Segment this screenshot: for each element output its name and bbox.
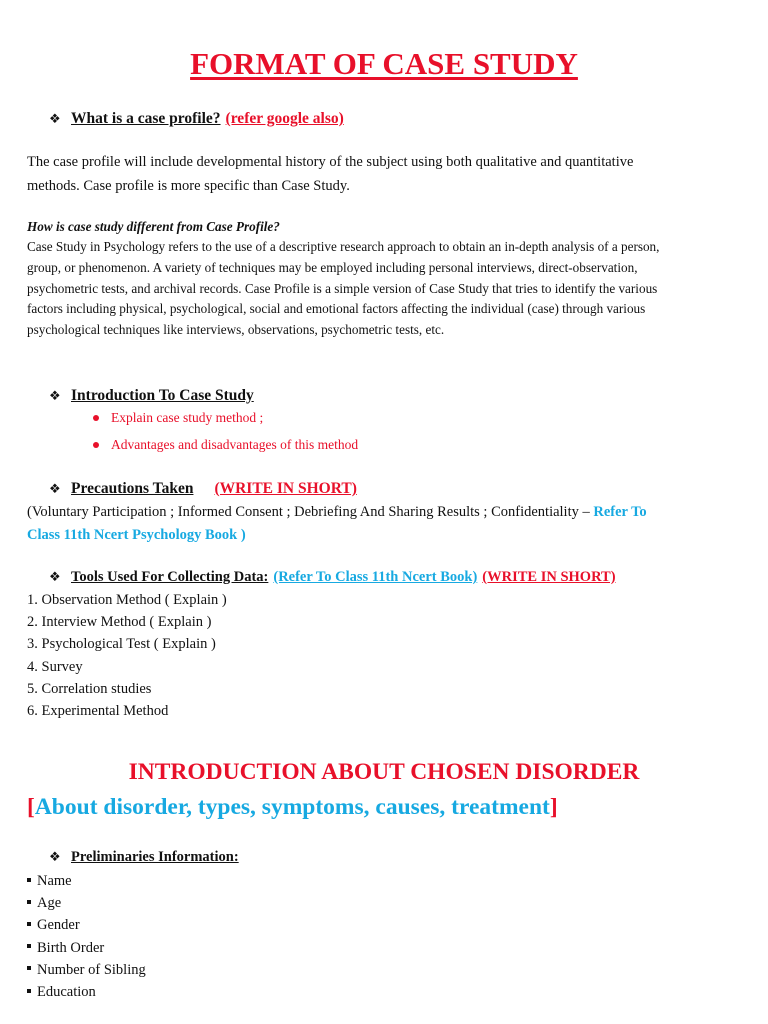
list-item: 4. Survey [27,658,83,675]
disorder-subheading: [About disorder, types, symptoms, causes, treatment] [27,794,558,820]
case-profile-heading-row [49,110,344,128]
list-item: 2. Interview Method ( Explain ) [27,614,212,631]
preliminaries-heading-row [49,849,239,866]
case-profile-paragraph [27,152,633,197]
diamond-bullet-icon: ❖ [49,569,61,584]
paragraph-line: psychometric tests, and archival records. Case Profile is a simple version of Case Study that tries to identify the various [27,280,658,296]
case-profile-heading: What is a case profile? [71,110,221,127]
list-item: 3. Psychological Test ( Explain ) [27,636,216,653]
paragraph-line: group, or phenomenon. A variety of techniques may be employed including personal interviews, direct-observation, [27,259,638,275]
paragraph-line: factors including physical, psychological, social and emotional factors affecting the individual (case) through various [27,301,646,317]
list-item: Name [27,870,146,892]
precautions-reference-cont: Class 11th Ncert Psychology Book ) [27,527,246,543]
introduction-heading: Introduction To Case Study [71,387,254,404]
list-item: Advantages and disadvantages of this method [93,437,358,453]
case-profile-note: (refer google also) [225,110,344,127]
precautions-reference: Refer To [593,504,647,520]
preliminaries-heading: Preliminaries Information: [71,849,239,865]
precautions-heading-row [49,480,357,498]
list-item: Age [27,892,146,914]
list-item: Number of Sibling [27,959,146,981]
list-item: 1. Observation Method ( Explain ) [27,592,227,608]
list-item: 6. Experimental Method [27,702,169,719]
bullet-dot-icon [93,415,99,421]
paragraph-line: methods. Case profile is more specific than Case Study. [27,178,350,194]
bullet-dot-icon [93,442,99,448]
paragraph-line: Case Study in Psychology refers to the use of a descriptive research approach to obtain an in-depth analysis of a person, [27,239,660,254]
difference-heading: How is case study different from Case Profile? [27,219,280,234]
precautions-list: (Voluntary Participation ; Informed Consent ; Debriefing And Sharing Results ; Confidentiality – [27,504,594,520]
tools-heading: Tools Used For Collecting Data: [71,569,269,585]
square-bullet-icon [27,900,31,904]
square-bullet-icon [27,944,31,948]
tools-list [27,589,227,722]
diamond-bullet-icon: ❖ [49,111,61,126]
disorder-heading: INTRODUCTION ABOUT CHOSEN DISORDER [128,759,640,785]
preliminaries-list [27,870,146,1003]
introduction-heading-row [49,387,254,405]
list-item: Birth Order [27,937,146,959]
diamond-bullet-icon: ❖ [49,849,61,864]
paragraph-line: The case profile will include developmental history of the subject using both qualitative and quantitative [27,154,634,170]
tools-reference: (Refer To Class 11th Ncert Book) [273,569,478,585]
square-bullet-icon [27,966,31,970]
tools-heading-row [49,569,616,586]
list-item: 5. Correlation studies [27,680,152,697]
difference-paragraph [27,237,659,341]
tools-note: (WRITE IN SHORT) [482,569,616,585]
list-item: Explain case study method ; [93,410,263,426]
diamond-bullet-icon: ❖ [49,388,61,403]
list-item: Gender [27,914,146,936]
list-item: Education [27,981,146,1003]
disorder-topics: About disorder, types, symptoms, causes, treatment [34,794,550,820]
precautions-body [27,501,767,547]
square-bullet-icon [27,989,31,993]
diamond-bullet-icon: ❖ [49,481,61,496]
square-bullet-icon [27,878,31,882]
precautions-note: (WRITE IN SHORT) [214,480,357,497]
square-bullet-icon [27,922,31,926]
page-title: FORMAT OF CASE STUDY [190,46,578,81]
precautions-heading: Precautions Taken [71,480,194,497]
paragraph-line: psychological techniques like interviews, observations, psychometric tests, etc. [27,322,445,338]
